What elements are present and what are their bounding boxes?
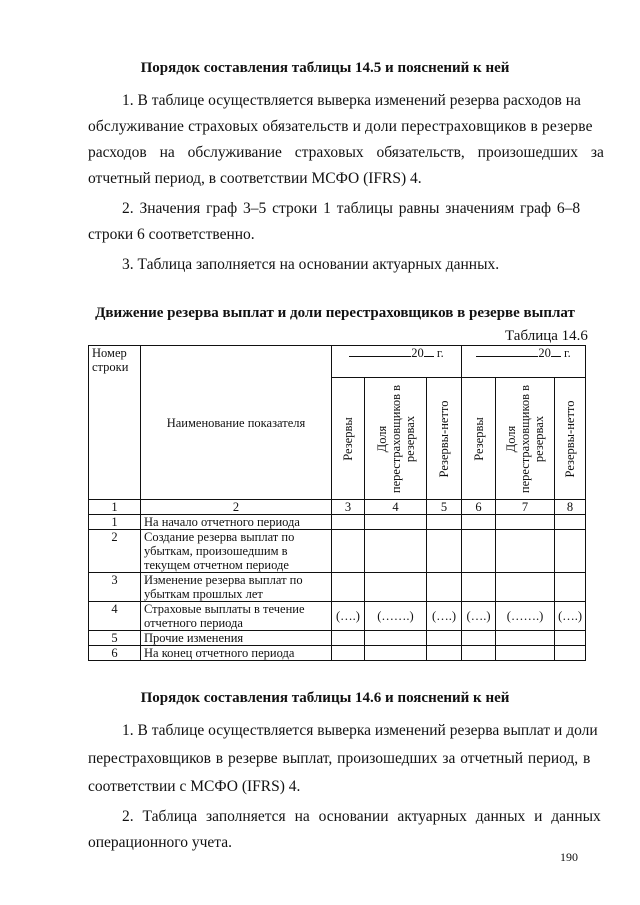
row-value-cell [332, 631, 365, 646]
para5-line1: 2. Таблица заполняется на основании актуарных данных и данных [122, 808, 601, 825]
header-indicator-name: Наименование показателя [141, 346, 332, 500]
row-value-cell [332, 646, 365, 661]
subcol-reserves-2: Резервы [462, 378, 496, 500]
row-value-cell [427, 530, 462, 573]
para2-line2: строки 6 соответственно. [88, 226, 255, 243]
row-value-cell: (….) [427, 602, 462, 631]
row-value-cell [555, 631, 586, 646]
row-indicator-name: На конец отчетного периода [141, 646, 332, 661]
para4-line1: 1. В таблице осуществляется выверка изменений резерва выплат и доли [122, 722, 598, 739]
year-label-2: 20 [538, 346, 551, 360]
para1-line4: отчетный период, в соответствии МСФО (IFRS) 4. [88, 170, 422, 187]
row-value-cell [496, 515, 555, 530]
row-indicator-name: Прочие изменения [141, 631, 332, 646]
para1-line1: 1. В таблице осуществляется выверка изменений резерва расходов на [122, 92, 581, 109]
table-row [89, 573, 586, 602]
col-num-4: 4 [365, 500, 427, 515]
page-number: 190 [560, 850, 578, 864]
col-num-6: 6 [462, 500, 496, 515]
col-num-5: 5 [427, 500, 462, 515]
heading-table-14-6-procedure: Порядок составления таблицы 14.6 и пояснений к ней [140, 690, 510, 706]
row-value-cell [427, 631, 462, 646]
col-num-8: 8 [555, 500, 586, 515]
subcol-reserves-1: Резервы [332, 378, 365, 500]
row-value-cell: (….) [462, 602, 496, 631]
heading-table-14-5: Порядок составления таблицы 14.5 и пояснений к ней [140, 60, 510, 76]
para1-line3: расходов на обслуживание страховых обязательств, произошедших за [88, 144, 604, 161]
row-value-cell [555, 646, 586, 661]
row-value-cell [555, 573, 586, 602]
para1-line2: обслуживание страховых обязательств и доли перестраховщиков в резерве [88, 118, 593, 135]
row-value-cell: (…….) [496, 602, 555, 631]
row-value-cell: (….) [555, 602, 586, 631]
column-numbers-row [89, 500, 586, 515]
row-value-cell [496, 573, 555, 602]
col-num-1: 1 [89, 500, 141, 515]
header-year-2 [462, 346, 586, 378]
row-value-cell [462, 515, 496, 530]
row-number: 1 [89, 515, 141, 530]
reserve-table [88, 345, 586, 661]
row-value-cell [365, 515, 427, 530]
table-row [89, 602, 586, 631]
row-value-cell: (…….) [365, 602, 427, 631]
table-row [89, 631, 586, 646]
year-label-1: 20 [411, 346, 424, 360]
row-value-cell [462, 646, 496, 661]
row-value-cell [462, 530, 496, 573]
para2-line1: 2. Значения граф 3–5 строки 1 таблицы равны значениям граф 6–8 [122, 200, 581, 217]
table-row [89, 515, 586, 530]
row-number: 4 [89, 602, 141, 631]
col-num-7: 7 [496, 500, 555, 515]
row-value-cell [427, 573, 462, 602]
row-value-cell [332, 530, 365, 573]
row-value-cell [365, 646, 427, 661]
header-year-1 [332, 346, 462, 378]
row-value-cell [496, 631, 555, 646]
subcol-reinsurer-share-1: Доля перестраховщиков в резервах [365, 378, 427, 500]
row-value-cell [332, 573, 365, 602]
subcol-net-reserves-2: Резервы-нетто [555, 378, 586, 500]
para4-line2: перестраховщиков в резерве выплат, произошедших за отчетный период, в [88, 750, 591, 767]
row-value-cell [427, 515, 462, 530]
header-row-number: Номер строки [89, 346, 141, 500]
row-value-cell [462, 631, 496, 646]
row-number: 6 [89, 646, 141, 661]
table-row [89, 646, 586, 661]
row-number: 2 [89, 530, 141, 573]
row-indicator-name: Создание резерва выплат по убыткам, произошедшим в текущем отчетном периоде [141, 530, 332, 573]
table-label: Таблица 14.6 [505, 328, 588, 344]
row-value-cell [365, 573, 427, 602]
row-value-cell [365, 631, 427, 646]
para5-line2: операционного учета. [88, 834, 232, 851]
row-indicator-name: Изменение резерва выплат по убыткам прошлых лет [141, 573, 332, 602]
heading-table-14-6: Движение резерва выплат и доли перестраховщиков в резерве выплат [95, 305, 575, 321]
row-number: 5 [89, 631, 141, 646]
row-number: 3 [89, 573, 141, 602]
col-num-3: 3 [332, 500, 365, 515]
para4-line3: соответствии с МСФО (IFRS) 4. [88, 778, 301, 795]
row-value-cell: (….) [332, 602, 365, 631]
table-row [89, 530, 586, 573]
year-suffix-1: г. [436, 346, 444, 360]
subcol-net-reserves-1: Резервы-нетто [427, 378, 462, 500]
subcol-reinsurer-share-2: Доля перестраховщиков в резервах [496, 378, 555, 500]
row-value-cell [555, 530, 586, 573]
row-indicator-name: Страховые выплаты в течение отчетного периода [141, 602, 332, 631]
col-num-2: 2 [141, 500, 332, 515]
row-value-cell [555, 515, 586, 530]
row-value-cell [496, 646, 555, 661]
row-value-cell [427, 646, 462, 661]
para3: 3. Таблица заполняется на основании актуарных данных. [122, 256, 500, 273]
year-suffix-2: г. [563, 346, 571, 360]
row-indicator-name: На начало отчетного периода [141, 515, 332, 530]
row-value-cell [365, 530, 427, 573]
row-value-cell [462, 573, 496, 602]
row-value-cell [496, 530, 555, 573]
row-value-cell [332, 515, 365, 530]
